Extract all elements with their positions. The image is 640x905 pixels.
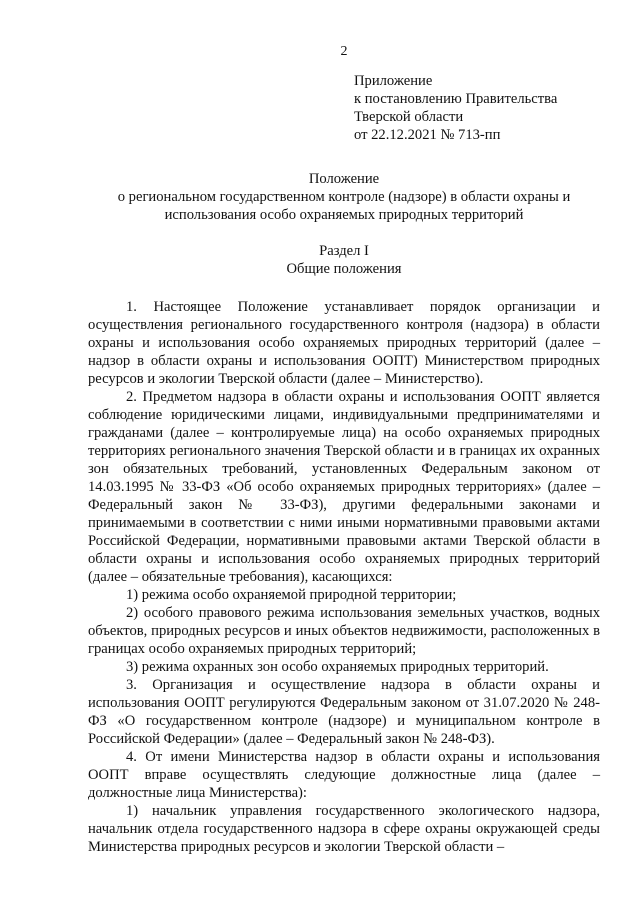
appendix-date-number: от 22.12.2021 № 713-пп <box>354 127 501 143</box>
list-item-3: 3) режима охранных зон особо охраняемых природных территорий. <box>126 659 549 675</box>
list-item-2: 2) особого правового режима использования земельных участков, водных объектов, природных ресурсов и иных объектов недвижимости, расположенных в границах особо охраняемых природных территорий; <box>88 605 600 657</box>
appendix-header <box>354 72 600 144</box>
section-heading <box>88 242 600 278</box>
appendix-line: Приложение <box>354 73 433 89</box>
paragraph-2: 2. Предметом надзора в области охраны и использования ООПТ является соблюдение юридическими лицами, индивидуальными предпринимателями и гражданами (далее – контролируемые лица) на особо охраняемых природных территориях регионального значения Тверской области и в границах их охранных зон обязательных требований, установленных Федеральным законом от 14.03.1995 № 33-ФЗ «Об особо охраняемых природных территориях» (далее – Федеральный закон № 33-ФЗ), другими федеральными законами и принимаемыми в соответствии с ними иными нормативными правовыми актами Российской Федерации, нормативными правовыми актами Тверской области в области охраны и использования особо охраняемых природных территорий (далее – обязательные требования), касающихся: <box>88 389 600 585</box>
title-line: Положение <box>308 171 380 187</box>
title-line: о региональном государственном контроле (надзоре) в области охраны и <box>117 189 571 205</box>
appendix-line: Тверской области <box>354 109 464 125</box>
list-item-4-1: 1) начальник управления государственного экологического надзора, начальник отдела государственного надзора в сфере охраны окружающей среды Министерства природных ресурсов и экологии Тверской области – <box>88 803 600 855</box>
page-number: 2 <box>340 44 348 59</box>
section-name: Общие положения <box>286 261 402 277</box>
section-number: Раздел I <box>319 243 369 259</box>
appendix-line: к постановлению Правительства <box>354 91 558 107</box>
document-body <box>88 298 600 856</box>
document-title <box>88 170 600 224</box>
paragraph-1: 1. Настоящее Положение устанавливает порядок организации и осуществления регионального государственного контроля (надзора) в области охраны и использования особо охраняемых природных территорий (далее – надзор в области охраны и использования ООПТ) Министерством природных ресурсов и экологии Тверской области (далее – Министерство). <box>88 299 600 387</box>
paragraph-4: 4. От имени Министерства надзор в области охраны и использования ООПТ вправе осуществлять следующие должностные лица (далее – должностные лица Министерства): <box>88 749 600 801</box>
list-item-1: 1) режима особо охраняемой природной территории; <box>126 587 457 603</box>
title-line: использования особо охраняемых природных территорий <box>164 207 524 223</box>
paragraph-3: 3. Организация и осуществление надзора в области охраны и использования ООПТ регулируются Федеральным законом от 31.07.2020 № 248-ФЗ «О государственном контроле (надзоре) и муниципальном контроле в Российской Федерации» (далее – Федеральный закон № 248-ФЗ). <box>88 677 600 747</box>
